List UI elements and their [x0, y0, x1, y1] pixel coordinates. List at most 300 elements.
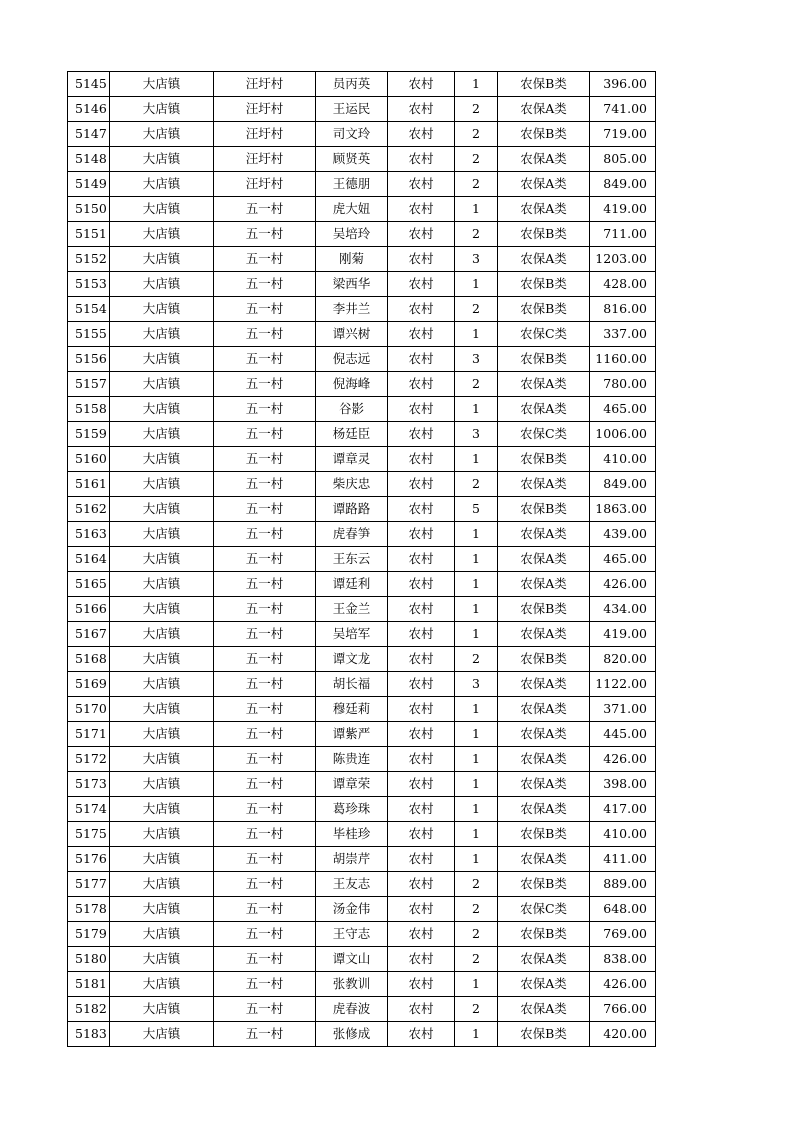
cell-household-type: 农村 [388, 797, 455, 822]
cell-amount: 410.00 [590, 447, 656, 472]
cell-amount: 711.00 [590, 222, 656, 247]
cell-household-type: 农村 [388, 897, 455, 922]
cell-name: 谭廷利 [316, 572, 388, 597]
cell-member-count: 1 [455, 822, 498, 847]
cell-household-type: 农村 [388, 297, 455, 322]
cell-village: 五一村 [214, 347, 316, 372]
cell-name: 李井兰 [316, 297, 388, 322]
cell-town: 大店镇 [110, 522, 214, 547]
table-row [68, 497, 656, 522]
cell-town: 大店镇 [110, 247, 214, 272]
cell-village: 汪圩村 [214, 72, 316, 97]
cell-village: 五一村 [214, 697, 316, 722]
table-row [68, 372, 656, 397]
cell-amount: 741.00 [590, 97, 656, 122]
cell-village: 汪圩村 [214, 172, 316, 197]
cell-record-id: 5182 [68, 997, 110, 1022]
cell-member-count: 3 [455, 347, 498, 372]
cell-name: 谭兴树 [316, 322, 388, 347]
cell-insurance-category: 农保B类 [498, 122, 590, 147]
cell-member-count: 2 [455, 222, 498, 247]
cell-insurance-category: 农保B类 [498, 1022, 590, 1047]
cell-household-type: 农村 [388, 397, 455, 422]
cell-household-type: 农村 [388, 672, 455, 697]
cell-town: 大店镇 [110, 497, 214, 522]
cell-household-type: 农村 [388, 947, 455, 972]
cell-amount: 398.00 [590, 772, 656, 797]
table-row [68, 122, 656, 147]
cell-insurance-category: 农保A类 [498, 247, 590, 272]
table-row [68, 547, 656, 572]
cell-amount: 1006.00 [590, 422, 656, 447]
cell-record-id: 5171 [68, 722, 110, 747]
cell-insurance-category: 农保A类 [498, 397, 590, 422]
cell-village: 五一村 [214, 597, 316, 622]
cell-insurance-category: 农保B类 [498, 222, 590, 247]
cell-member-count: 3 [455, 672, 498, 697]
cell-record-id: 5160 [68, 447, 110, 472]
cell-member-count: 1 [455, 397, 498, 422]
cell-name: 张修成 [316, 1022, 388, 1047]
cell-name: 柴庆忠 [316, 472, 388, 497]
table-row [68, 722, 656, 747]
cell-village: 五一村 [214, 747, 316, 772]
cell-name: 谷影 [316, 397, 388, 422]
cell-town: 大店镇 [110, 597, 214, 622]
cell-insurance-category: 农保B类 [498, 597, 590, 622]
cell-name: 吴培玲 [316, 222, 388, 247]
cell-name: 倪志远 [316, 347, 388, 372]
records-table [67, 71, 656, 1047]
cell-village: 五一村 [214, 847, 316, 872]
cell-member-count: 1 [455, 72, 498, 97]
cell-household-type: 农村 [388, 272, 455, 297]
cell-town: 大店镇 [110, 322, 214, 347]
table-row [68, 872, 656, 897]
table-row [68, 947, 656, 972]
cell-name: 谭紫严 [316, 722, 388, 747]
cell-name: 王东云 [316, 547, 388, 572]
cell-household-type: 农村 [388, 547, 455, 572]
cell-record-id: 5162 [68, 497, 110, 522]
cell-member-count: 2 [455, 297, 498, 322]
cell-amount: 426.00 [590, 972, 656, 997]
cell-member-count: 2 [455, 472, 498, 497]
cell-record-id: 5149 [68, 172, 110, 197]
cell-household-type: 农村 [388, 922, 455, 947]
cell-town: 大店镇 [110, 847, 214, 872]
table-row [68, 197, 656, 222]
cell-record-id: 5173 [68, 772, 110, 797]
table-row [68, 347, 656, 372]
cell-name: 顾贤英 [316, 147, 388, 172]
cell-insurance-category: 农保C类 [498, 422, 590, 447]
cell-amount: 428.00 [590, 272, 656, 297]
cell-insurance-category: 农保A类 [498, 672, 590, 697]
table-row [68, 522, 656, 547]
cell-member-count: 1 [455, 722, 498, 747]
cell-village: 五一村 [214, 422, 316, 447]
cell-amount: 1863.00 [590, 497, 656, 522]
cell-insurance-category: 农保B类 [498, 497, 590, 522]
cell-member-count: 1 [455, 772, 498, 797]
table-row [68, 297, 656, 322]
cell-town: 大店镇 [110, 922, 214, 947]
cell-member-count: 1 [455, 747, 498, 772]
cell-record-id: 5148 [68, 147, 110, 172]
cell-name: 王守志 [316, 922, 388, 947]
cell-insurance-category: 农保B类 [498, 647, 590, 672]
cell-town: 大店镇 [110, 472, 214, 497]
cell-record-id: 5174 [68, 797, 110, 822]
cell-record-id: 5158 [68, 397, 110, 422]
cell-name: 谭路路 [316, 497, 388, 522]
cell-record-id: 5175 [68, 822, 110, 847]
cell-name: 吴培军 [316, 622, 388, 647]
cell-village: 五一村 [214, 397, 316, 422]
cell-amount: 766.00 [590, 997, 656, 1022]
cell-insurance-category: 农保A类 [498, 172, 590, 197]
cell-town: 大店镇 [110, 822, 214, 847]
cell-amount: 465.00 [590, 397, 656, 422]
cell-household-type: 农村 [388, 97, 455, 122]
cell-member-count: 2 [455, 897, 498, 922]
cell-village: 五一村 [214, 822, 316, 847]
cell-village: 汪圩村 [214, 97, 316, 122]
table-row [68, 422, 656, 447]
cell-name: 汤金伟 [316, 897, 388, 922]
cell-town: 大店镇 [110, 872, 214, 897]
cell-amount: 838.00 [590, 947, 656, 972]
cell-insurance-category: 农保B类 [498, 822, 590, 847]
cell-household-type: 农村 [388, 572, 455, 597]
cell-name: 穆廷莉 [316, 697, 388, 722]
cell-insurance-category: 农保A类 [498, 697, 590, 722]
cell-name: 毕桂珍 [316, 822, 388, 847]
cell-household-type: 农村 [388, 847, 455, 872]
cell-insurance-category: 农保A类 [498, 147, 590, 172]
cell-name: 司文玲 [316, 122, 388, 147]
cell-village: 五一村 [214, 972, 316, 997]
table-row [68, 997, 656, 1022]
cell-amount: 816.00 [590, 297, 656, 322]
table-row [68, 397, 656, 422]
cell-town: 大店镇 [110, 897, 214, 922]
cell-amount: 396.00 [590, 72, 656, 97]
cell-record-id: 5183 [68, 1022, 110, 1047]
cell-insurance-category: 农保B类 [498, 272, 590, 297]
cell-household-type: 农村 [388, 197, 455, 222]
cell-household-type: 农村 [388, 222, 455, 247]
cell-amount: 1122.00 [590, 672, 656, 697]
table-row [68, 972, 656, 997]
cell-record-id: 5180 [68, 947, 110, 972]
cell-village: 五一村 [214, 572, 316, 597]
cell-record-id: 5147 [68, 122, 110, 147]
cell-name: 张教训 [316, 972, 388, 997]
cell-household-type: 农村 [388, 122, 455, 147]
cell-record-id: 5150 [68, 197, 110, 222]
cell-record-id: 5179 [68, 922, 110, 947]
cell-amount: 445.00 [590, 722, 656, 747]
cell-household-type: 农村 [388, 172, 455, 197]
cell-insurance-category: 农保A类 [498, 622, 590, 647]
cell-town: 大店镇 [110, 397, 214, 422]
cell-insurance-category: 农保A类 [498, 797, 590, 822]
cell-record-id: 5153 [68, 272, 110, 297]
cell-member-count: 2 [455, 647, 498, 672]
cell-member-count: 1 [455, 597, 498, 622]
cell-household-type: 农村 [388, 697, 455, 722]
cell-member-count: 1 [455, 972, 498, 997]
cell-amount: 419.00 [590, 197, 656, 222]
cell-amount: 769.00 [590, 922, 656, 947]
cell-amount: 411.00 [590, 847, 656, 872]
cell-member-count: 2 [455, 147, 498, 172]
cell-household-type: 农村 [388, 872, 455, 897]
cell-name: 王运民 [316, 97, 388, 122]
table-row [68, 72, 656, 97]
cell-town: 大店镇 [110, 72, 214, 97]
cell-amount: 820.00 [590, 647, 656, 672]
cell-village: 五一村 [214, 522, 316, 547]
cell-name: 虎春笋 [316, 522, 388, 547]
cell-name: 虎大妞 [316, 197, 388, 222]
cell-record-id: 5176 [68, 847, 110, 872]
table-row [68, 272, 656, 297]
cell-insurance-category: 农保A类 [498, 572, 590, 597]
cell-name: 葛珍珠 [316, 797, 388, 822]
cell-record-id: 5165 [68, 572, 110, 597]
cell-member-count: 2 [455, 172, 498, 197]
cell-amount: 648.00 [590, 897, 656, 922]
table-row [68, 647, 656, 672]
cell-member-count: 1 [455, 572, 498, 597]
cell-town: 大店镇 [110, 547, 214, 572]
cell-household-type: 农村 [388, 597, 455, 622]
cell-name: 刚菊 [316, 247, 388, 272]
table-row [68, 472, 656, 497]
cell-insurance-category: 农保B类 [498, 72, 590, 97]
cell-record-id: 5161 [68, 472, 110, 497]
table-row [68, 822, 656, 847]
cell-household-type: 农村 [388, 997, 455, 1022]
table-row [68, 672, 656, 697]
cell-member-count: 1 [455, 847, 498, 872]
cell-village: 五一村 [214, 672, 316, 697]
cell-name: 员丙英 [316, 72, 388, 97]
cell-record-id: 5169 [68, 672, 110, 697]
cell-record-id: 5164 [68, 547, 110, 572]
table-row [68, 847, 656, 872]
cell-village: 五一村 [214, 797, 316, 822]
cell-member-count: 1 [455, 447, 498, 472]
cell-amount: 1203.00 [590, 247, 656, 272]
cell-amount: 1160.00 [590, 347, 656, 372]
cell-insurance-category: 农保B类 [498, 922, 590, 947]
cell-record-id: 5170 [68, 697, 110, 722]
cell-town: 大店镇 [110, 272, 214, 297]
cell-village: 五一村 [214, 222, 316, 247]
cell-insurance-category: 农保A类 [498, 472, 590, 497]
cell-village: 五一村 [214, 447, 316, 472]
cell-member-count: 1 [455, 197, 498, 222]
cell-record-id: 5172 [68, 747, 110, 772]
cell-member-count: 2 [455, 922, 498, 947]
table-row [68, 322, 656, 347]
cell-household-type: 农村 [388, 722, 455, 747]
cell-name: 胡崇芹 [316, 847, 388, 872]
cell-record-id: 5159 [68, 422, 110, 447]
cell-insurance-category: 农保B类 [498, 872, 590, 897]
cell-record-id: 5156 [68, 347, 110, 372]
cell-insurance-category: 农保A类 [498, 947, 590, 972]
cell-village: 五一村 [214, 647, 316, 672]
cell-name: 胡长福 [316, 672, 388, 697]
cell-town: 大店镇 [110, 297, 214, 322]
cell-town: 大店镇 [110, 422, 214, 447]
table-row [68, 797, 656, 822]
cell-insurance-category: 农保B类 [498, 347, 590, 372]
cell-member-count: 1 [455, 622, 498, 647]
cell-insurance-category: 农保C类 [498, 897, 590, 922]
cell-village: 五一村 [214, 297, 316, 322]
cell-village: 汪圩村 [214, 122, 316, 147]
cell-household-type: 农村 [388, 747, 455, 772]
cell-name: 谭文龙 [316, 647, 388, 672]
cell-name: 陈贵连 [316, 747, 388, 772]
cell-household-type: 农村 [388, 447, 455, 472]
table-row [68, 572, 656, 597]
cell-member-count: 2 [455, 372, 498, 397]
cell-household-type: 农村 [388, 422, 455, 447]
cell-member-count: 3 [455, 247, 498, 272]
cell-record-id: 5151 [68, 222, 110, 247]
cell-member-count: 1 [455, 522, 498, 547]
cell-record-id: 5163 [68, 522, 110, 547]
cell-member-count: 1 [455, 322, 498, 347]
cell-amount: 805.00 [590, 147, 656, 172]
cell-village: 五一村 [214, 197, 316, 222]
cell-record-id: 5155 [68, 322, 110, 347]
cell-name: 倪海峰 [316, 372, 388, 397]
cell-village: 五一村 [214, 722, 316, 747]
cell-name: 杨廷臣 [316, 422, 388, 447]
cell-household-type: 农村 [388, 347, 455, 372]
cell-town: 大店镇 [110, 947, 214, 972]
cell-village: 汪圩村 [214, 147, 316, 172]
cell-town: 大店镇 [110, 697, 214, 722]
cell-town: 大店镇 [110, 222, 214, 247]
cell-amount: 780.00 [590, 372, 656, 397]
cell-town: 大店镇 [110, 572, 214, 597]
cell-village: 五一村 [214, 872, 316, 897]
cell-amount: 417.00 [590, 797, 656, 822]
cell-insurance-category: 农保B类 [498, 447, 590, 472]
cell-town: 大店镇 [110, 447, 214, 472]
cell-town: 大店镇 [110, 747, 214, 772]
cell-insurance-category: 农保A类 [498, 522, 590, 547]
cell-amount: 410.00 [590, 822, 656, 847]
cell-name: 虎春波 [316, 997, 388, 1022]
cell-member-count: 1 [455, 1022, 498, 1047]
cell-name: 王金兰 [316, 597, 388, 622]
cell-town: 大店镇 [110, 997, 214, 1022]
cell-amount: 420.00 [590, 1022, 656, 1047]
cell-village: 五一村 [214, 497, 316, 522]
cell-village: 五一村 [214, 1022, 316, 1047]
cell-record-id: 5181 [68, 972, 110, 997]
cell-village: 五一村 [214, 372, 316, 397]
table-row [68, 1022, 656, 1047]
cell-record-id: 5146 [68, 97, 110, 122]
cell-record-id: 5152 [68, 247, 110, 272]
cell-insurance-category: 农保C类 [498, 322, 590, 347]
cell-name: 谭章荣 [316, 772, 388, 797]
table-row [68, 222, 656, 247]
cell-household-type: 农村 [388, 372, 455, 397]
cell-amount: 434.00 [590, 597, 656, 622]
cell-insurance-category: 农保A类 [498, 747, 590, 772]
cell-insurance-category: 农保A类 [498, 772, 590, 797]
cell-amount: 426.00 [590, 572, 656, 597]
cell-household-type: 农村 [388, 247, 455, 272]
cell-town: 大店镇 [110, 972, 214, 997]
cell-town: 大店镇 [110, 647, 214, 672]
cell-name: 谭文山 [316, 947, 388, 972]
cell-record-id: 5166 [68, 597, 110, 622]
cell-household-type: 农村 [388, 822, 455, 847]
cell-record-id: 5157 [68, 372, 110, 397]
cell-amount: 419.00 [590, 622, 656, 647]
cell-insurance-category: 农保A类 [498, 372, 590, 397]
cell-name: 谭章灵 [316, 447, 388, 472]
cell-member-count: 1 [455, 547, 498, 572]
cell-village: 五一村 [214, 547, 316, 572]
cell-town: 大店镇 [110, 172, 214, 197]
table-row [68, 147, 656, 172]
cell-village: 五一村 [214, 997, 316, 1022]
cell-amount: 371.00 [590, 697, 656, 722]
cell-amount: 719.00 [590, 122, 656, 147]
cell-insurance-category: 农保B类 [498, 297, 590, 322]
cell-amount: 849.00 [590, 172, 656, 197]
cell-record-id: 5177 [68, 872, 110, 897]
cell-record-id: 5145 [68, 72, 110, 97]
cell-insurance-category: 农保A类 [498, 972, 590, 997]
cell-amount: 439.00 [590, 522, 656, 547]
cell-amount: 426.00 [590, 747, 656, 772]
cell-record-id: 5167 [68, 622, 110, 647]
cell-insurance-category: 农保A类 [498, 547, 590, 572]
cell-village: 五一村 [214, 472, 316, 497]
cell-member-count: 2 [455, 947, 498, 972]
cell-name: 王友志 [316, 872, 388, 897]
cell-member-count: 3 [455, 422, 498, 447]
cell-amount: 889.00 [590, 872, 656, 897]
cell-village: 五一村 [214, 322, 316, 347]
cell-member-count: 2 [455, 997, 498, 1022]
cell-village: 五一村 [214, 622, 316, 647]
cell-household-type: 农村 [388, 147, 455, 172]
cell-insurance-category: 农保A类 [498, 97, 590, 122]
cell-town: 大店镇 [110, 147, 214, 172]
cell-village: 五一村 [214, 272, 316, 297]
cell-town: 大店镇 [110, 797, 214, 822]
cell-household-type: 农村 [388, 647, 455, 672]
cell-town: 大店镇 [110, 372, 214, 397]
cell-name: 梁西华 [316, 272, 388, 297]
